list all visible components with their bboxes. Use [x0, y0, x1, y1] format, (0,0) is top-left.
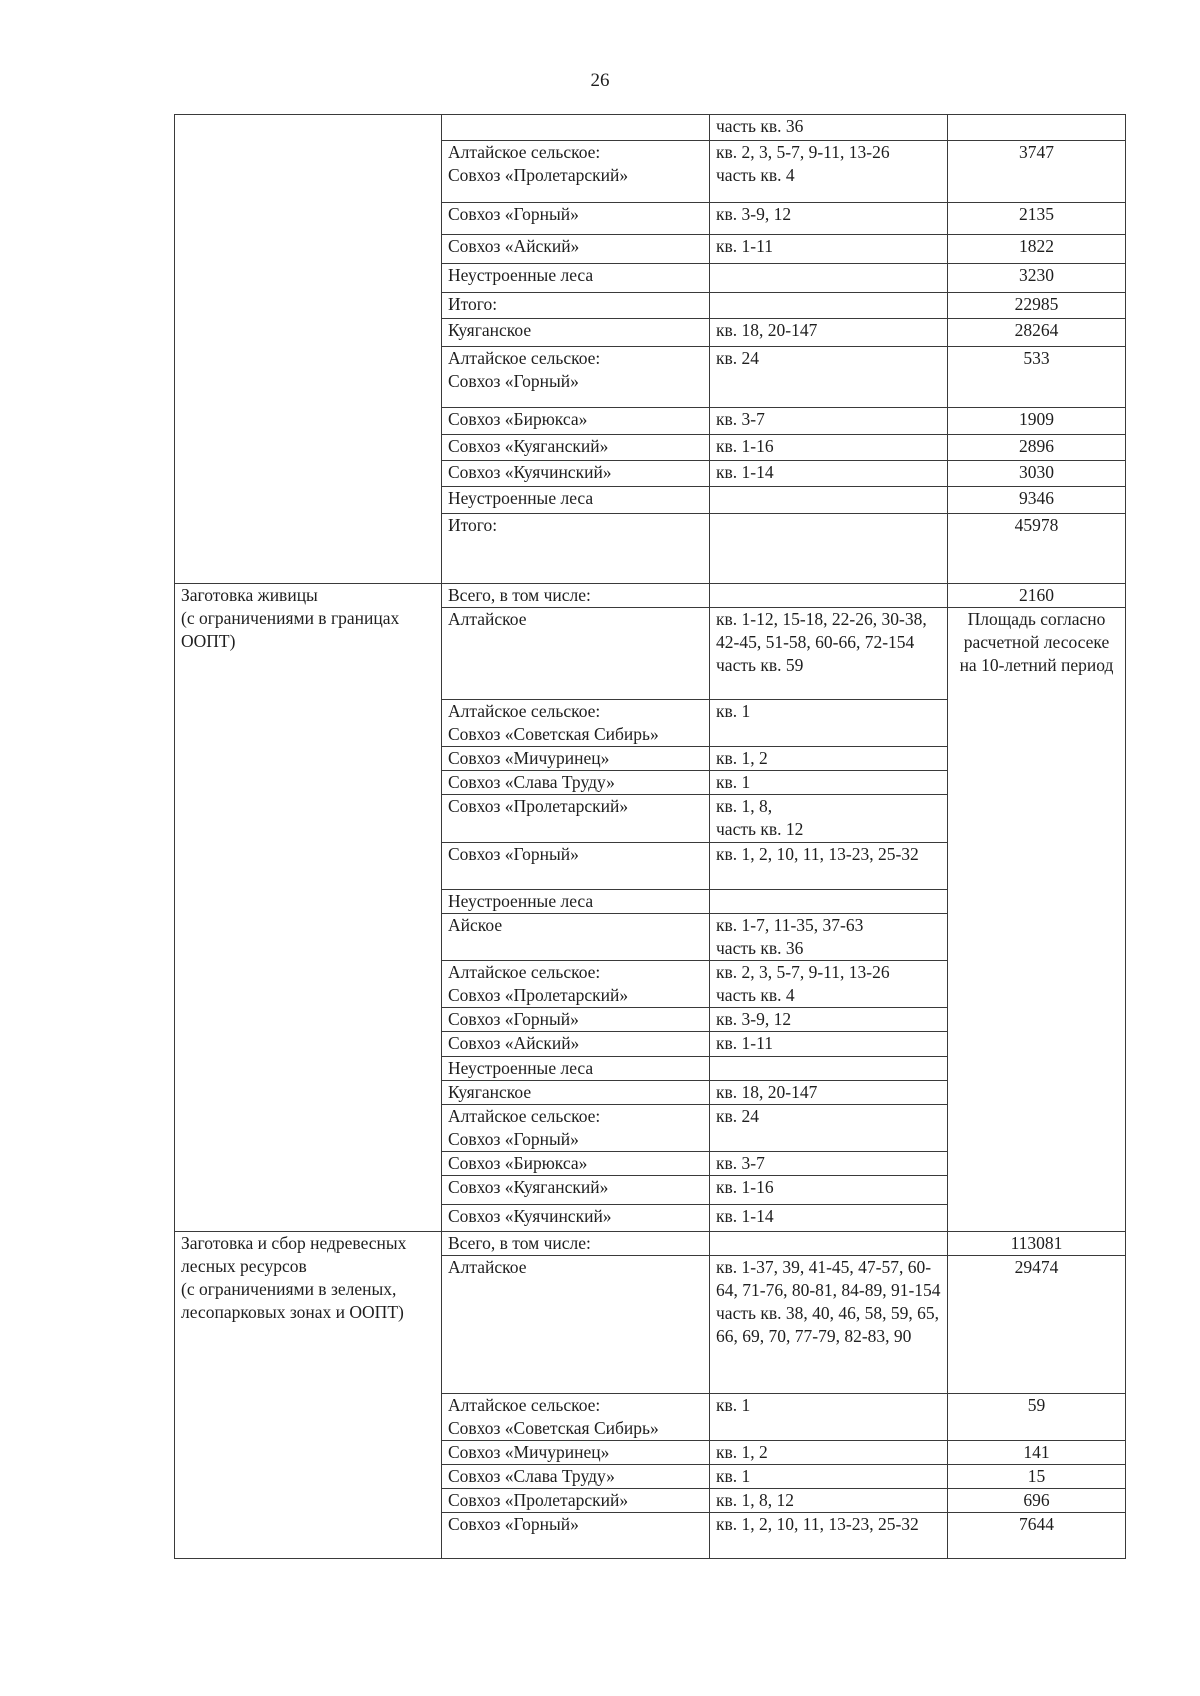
forestry-cell: Совхоз «Пролетарский»	[442, 795, 710, 843]
area-cell: 1822	[948, 234, 1126, 263]
area-cell	[948, 115, 1126, 141]
activity-cell: Заготовка живицы (с ограничениями в границах ООПТ)	[175, 584, 442, 1232]
forestry-cell: Совхоз «Куячинский»	[442, 1205, 710, 1232]
area-cell: 45978	[948, 514, 1126, 584]
forestry-cell: Совхоз «Мичуринец»	[442, 747, 710, 771]
forestry-cell: Совхоз «Айский»	[442, 1032, 710, 1057]
table-row	[175, 584, 1126, 608]
forestry-cell: Алтайское сельское: Совхоз «Пролетарский»	[442, 141, 710, 203]
quarters-cell: кв. 1-16	[710, 1176, 948, 1205]
forestry-cell: Итого:	[442, 514, 710, 584]
forestry-cell: Алтайское	[442, 608, 710, 700]
forestry-cell: Неустроенные леса	[442, 890, 710, 914]
forestry-cell: Совхоз «Горный»	[442, 1513, 710, 1559]
forest-use-table	[174, 114, 1126, 1559]
quarters-cell: кв. 1, 2, 10, 11, 13-23, 25-32	[710, 1513, 948, 1559]
quarters-cell: кв. 1	[710, 1465, 948, 1489]
quarters-cell: кв. 2, 3, 5-7, 9-11, 13-26 часть кв. 4	[710, 141, 948, 203]
quarters-cell: кв. 24	[710, 347, 948, 408]
forestry-cell	[442, 115, 710, 141]
quarters-cell	[710, 1232, 948, 1256]
forestry-cell: Совхоз «Куяганский»	[442, 434, 710, 460]
quarters-cell	[710, 584, 948, 608]
forestry-cell: Айское	[442, 914, 710, 961]
area-cell: 141	[948, 1441, 1126, 1465]
forestry-cell: Неустроенные леса	[442, 1057, 710, 1081]
area-cell: 28264	[948, 318, 1126, 346]
area-cell: 15	[948, 1465, 1126, 1489]
forestry-cell: Алтайское сельское: Совхоз «Горный»	[442, 347, 710, 408]
area-cell: 1909	[948, 408, 1126, 434]
quarters-cell: кв. 1	[710, 771, 948, 795]
forestry-cell: Алтайское сельское: Совхоз «Советская Сибирь»	[442, 700, 710, 747]
quarters-cell	[710, 264, 948, 292]
forestry-cell: Совхоз «Айский»	[442, 234, 710, 263]
quarters-cell: кв. 3-7	[710, 408, 948, 434]
forestry-cell: Совхоз «Бирюкса»	[442, 1152, 710, 1176]
quarters-cell: кв. 1-11	[710, 234, 948, 263]
note-cell: Площадь согласно расчетной лесосеке на 10-летний период	[948, 608, 1126, 1232]
quarters-cell: кв. 18, 20-147	[710, 1081, 948, 1105]
quarters-cell	[710, 486, 948, 513]
forestry-cell: Совхоз «Горный»	[442, 843, 710, 890]
quarters-cell: кв. 1, 8, 12	[710, 1489, 948, 1513]
forestry-cell: Неустроенные леса	[442, 486, 710, 513]
quarters-cell: кв. 1, 2	[710, 747, 948, 771]
area-cell: 9346	[948, 486, 1126, 513]
quarters-cell: кв. 1, 8, часть кв. 12	[710, 795, 948, 843]
area-cell: 29474	[948, 1256, 1126, 1394]
quarters-cell: кв. 18, 20-147	[710, 318, 948, 346]
activity-cell: Заготовка и сбор недревесных лесных ресурсов (с ограничениями в зеленых, лесопарковых зонах и ООПТ)	[175, 1232, 442, 1559]
quarters-cell: кв. 1-37, 39, 41-45, 47-57, 60-64, 71-76, 80-81, 84-89, 91-154 часть кв. 38, 40, 46, 58, 59, 65, 66, 69, 70, 77-79, 82-83, 90	[710, 1256, 948, 1394]
area-cell: 2896	[948, 434, 1126, 460]
quarters-cell: кв. 1, 2	[710, 1441, 948, 1465]
forestry-cell: Совхоз «Куяганский»	[442, 1176, 710, 1205]
quarters-cell: кв. 1	[710, 700, 948, 747]
quarters-cell	[710, 292, 948, 318]
area-cell: 22985	[948, 292, 1126, 318]
area-cell: 7644	[948, 1513, 1126, 1559]
quarters-cell: кв. 3-9, 12	[710, 1008, 948, 1032]
quarters-cell: кв. 1	[710, 1394, 948, 1441]
forestry-cell: Совхоз «Мичуринец»	[442, 1441, 710, 1465]
forestry-cell: Всего, в том числе:	[442, 584, 710, 608]
forestry-cell: Совхоз «Горный»	[442, 1008, 710, 1032]
quarters-cell: часть кв. 36	[710, 115, 948, 141]
area-cell: 2135	[948, 203, 1126, 235]
quarters-cell: кв. 3-7	[710, 1152, 948, 1176]
forestry-cell: Неустроенные леса	[442, 264, 710, 292]
forestry-cell: Алтайское	[442, 1256, 710, 1394]
forestry-cell: Алтайское сельское: Совхоз «Пролетарский»	[442, 961, 710, 1008]
area-cell: 113081	[948, 1232, 1126, 1256]
area-cell: 2160	[948, 584, 1126, 608]
quarters-cell: кв. 3-9, 12	[710, 203, 948, 235]
area-cell: 3747	[948, 141, 1126, 203]
area-cell: 3230	[948, 264, 1126, 292]
quarters-cell: кв. 24	[710, 1105, 948, 1152]
forestry-cell: Алтайское сельское: Совхоз «Советская Сибирь»	[442, 1394, 710, 1441]
quarters-cell: кв. 2, 3, 5-7, 9-11, 13-26 часть кв. 4	[710, 961, 948, 1008]
forestry-cell: Куяганское	[442, 1081, 710, 1105]
quarters-cell: кв. 1, 2, 10, 11, 13-23, 25-32	[710, 843, 948, 890]
forestry-cell: Совхоз «Слава Труду»	[442, 1465, 710, 1489]
quarters-cell: кв. 1-14	[710, 1205, 948, 1232]
area-cell: 533	[948, 347, 1126, 408]
forestry-cell: Куяганское	[442, 318, 710, 346]
quarters-cell: кв. 1-7, 11-35, 37-63 часть кв. 36	[710, 914, 948, 961]
quarters-cell: кв. 1-12, 15-18, 22-26, 30-38, 42-45, 51-58, 60-66, 72-154 часть кв. 59	[710, 608, 948, 700]
forestry-cell: Всего, в том числе:	[442, 1232, 710, 1256]
forestry-cell: Совхоз «Слава Труду»	[442, 771, 710, 795]
quarters-cell	[710, 1057, 948, 1081]
forestry-cell: Алтайское сельское: Совхоз «Горный»	[442, 1105, 710, 1152]
area-cell: 696	[948, 1489, 1126, 1513]
forestry-cell: Совхоз «Бирюкса»	[442, 408, 710, 434]
activity-cell	[175, 115, 442, 584]
quarters-cell	[710, 890, 948, 914]
quarters-cell: кв. 1-11	[710, 1032, 948, 1057]
area-cell: 59	[948, 1394, 1126, 1441]
quarters-cell: кв. 1-16	[710, 434, 948, 460]
forestry-cell: Итого:	[442, 292, 710, 318]
quarters-cell	[710, 514, 948, 584]
area-cell: 3030	[948, 460, 1126, 486]
forestry-cell: Совхоз «Горный»	[442, 203, 710, 235]
quarters-cell: кв. 1-14	[710, 460, 948, 486]
table-row	[175, 1232, 1126, 1256]
forestry-cell: Совхоз «Пролетарский»	[442, 1489, 710, 1513]
page-number: 26	[590, 70, 610, 91]
forestry-cell: Совхоз «Куячинский»	[442, 460, 710, 486]
table-row	[175, 115, 1126, 141]
